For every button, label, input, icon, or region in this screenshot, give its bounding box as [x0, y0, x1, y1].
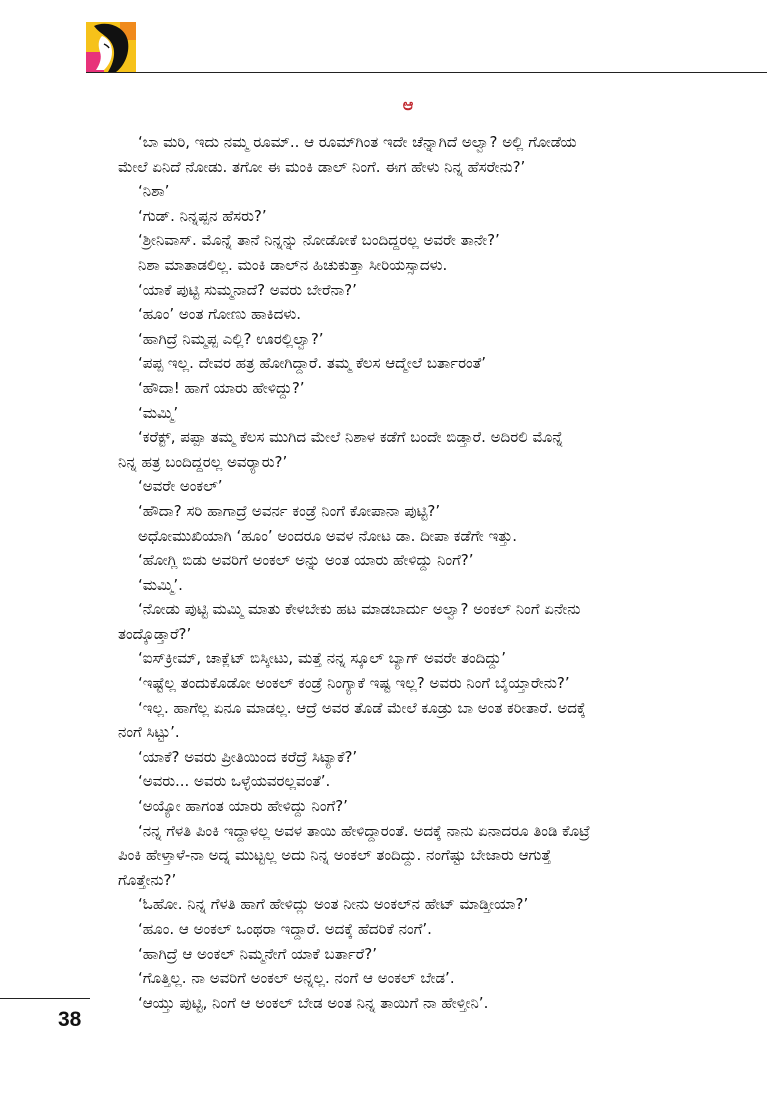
text-line: ‘ಗುಡ್. ನಿನ್ನಪ್ಪನ ಹೆಸರು?’	[138, 206, 267, 225]
section-ornament: ಆ	[402, 95, 414, 114]
paragraph	[118, 425, 690, 474]
text-line: ‘ಹಾಗಿದ್ರೆ ಆ ಅಂಕಲ್ ನಿಮ್ಮನೇಗೆ ಯಾಕೆ ಬರ್ತಾರೆ?’	[138, 944, 377, 963]
text-line: ‘ಕರೆಕ್ಟ್, ಪಪ್ಪಾ ತಮ್ಮ ಕೆಲಸ ಮುಗಿದ ಮೇಲೆ ನಿಶಾಳ ಕಡೆಗೆ ಬಂದೇ ಬಿಡ್ತಾರೆ. ಅದಿರಲಿ ಮೊನ್ನೆ	[138, 428, 564, 447]
text-line: ‘ಆಯ್ತು ಪುಟ್ಟಿ, ನಿಂಗೆ ಆ ಅಂಕಲ್ ಬೇಡ ಅಂತ ನಿನ್ನ ತಾಯಿಗೆ ನಾ ಹೇಳ್ತೀನಿ’.	[138, 993, 489, 1012]
text-line: ‘ಪಪ್ಪ ಇಲ್ಲ. ದೇವರ ಹತ್ರ ಹೋಗಿದ್ದಾರೆ. ತಮ್ಮ ಕೆಲಸ ಆದ್ಮೇಲೆ ಬರ್ತಾರಂತೆ’	[138, 354, 486, 373]
paragraph	[118, 696, 690, 745]
text-line: ‘ಅಯ್ಯೋ ಹಾಗಂತ ಯಾರು ಹೇಳಿದ್ದು ನಿಂಗೆ?’	[138, 797, 348, 816]
paragraph	[118, 401, 690, 426]
paragraph	[118, 646, 690, 671]
paragraph	[118, 819, 690, 893]
text-line: ‘ಶ್ರೀನಿವಾಸ್. ಮೊನ್ನೆ ತಾನೆ ನಿನ್ನನ್ನು ನೋಡೋಕೆ ಬಂದಿದ್ದರಲ್ಲ ಅವರೇ ತಾನೇ?’	[138, 231, 500, 250]
text-line: ‘ಓಹೋ. ನಿನ್ನ ಗೆಳತಿ ಹಾಗೆ ಹೇಳಿದ್ಲು ಅಂತ ನೀನು ಅಂಕಲ್‌ನ ಹೇಟ್ ಮಾಡ್ತೀಯಾ?’	[138, 895, 529, 914]
text-line: ‘ಹೂಂ. ಆ ಅಂಕಲ್ ಒಂಥರಾ ಇದ್ದಾರೆ. ಅದಕ್ಕೆ ಹೆದರಿಕೆ ನಂಗೆ’.	[138, 920, 432, 938]
text-line: ‘ಹೌದಾ? ಸರಿ ಹಾಗಾದ್ರೆ ಅವರ್ನ ಕಂಡ್ರೆ ನಿಂಗೆ ಕೋಪಾನಾ ಪುಟ್ಟಿ?’	[138, 501, 441, 520]
paragraph	[118, 597, 690, 646]
text-line: ನಿಶಾ ಮಾತಾಡಲಿಲ್ಲ. ಮಂಕಿ ಡಾಲ್‌ನ ಹಿಚುಕುತ್ತಾ ಸೀರಿಯಸ್ಸಾದಳು.	[138, 255, 448, 274]
paragraph	[118, 966, 690, 991]
paragraph	[118, 278, 690, 303]
text-line: ‘ಹಾಗಿದ್ರೆ ನಿಮ್ಮಪ್ಪ ಎಲ್ಲಿ? ಊರಲ್ಲಿಲ್ವಾ?’	[138, 329, 324, 348]
text-line: ‘ಗೊತ್ತಿಲ್ಲ. ನಾ ಅವರಿಗೆ ಅಂಕಲ್ ಅನ್ನಲ್ಲ. ನಂಗೆ ಆ ಅಂಕಲ್ ಬೇಡ’.	[138, 969, 455, 988]
paragraph	[118, 573, 690, 598]
text-line: ‘ಬಾ ಮರಿ, ಇದು ನಮ್ಮ ರೂಮ್.. ಆ ರೂಮ್‌ಗಿಂತ ಇದೇ ಚೆನ್ನಾಗಿದೆ ಅಲ್ವಾ? ಅಲ್ಲಿ ಗೋಡೆಯ	[138, 133, 577, 151]
text-line: ‘ಅವರು... ಅವರು ಒಳ್ಳೆಯವರಲ್ಲವಂತೆ’.	[138, 772, 331, 791]
text-line: ಮೇಲೆ ಏನಿದೆ ನೋಡು. ತಗೋ ಈ ಮಂಕಿ ಡಾಲ್ ನಿಂಗೆ. ಈಗ ಹೇಳು ನಿನ್ನ ಹೆಸರೇನು?’	[118, 157, 526, 176]
paragraph	[118, 991, 690, 1016]
text-line: ‘ಮಮ್ಮಿ’	[138, 403, 179, 422]
woman-portrait-logo-icon	[86, 22, 136, 72]
page-number: 38	[58, 1008, 82, 1031]
text-line: ‘ಇಲ್ಲ. ಹಾಗೆಲ್ಲ ಏನೂ ಮಾಡಲ್ಲ. ಆದ್ರೆ ಅವರ ತೊಡೆ ಮೇಲೆ ಕೂಡ್ರು ಬಾ ಅಂತ ಕರೀತಾರೆ. ಅದಕ್ಕೆ	[138, 698, 586, 717]
paragraph	[118, 917, 690, 942]
paragraph	[118, 942, 690, 967]
paragraph	[118, 524, 690, 549]
paragraph	[118, 794, 690, 819]
text-line: ‘ನೋಡು ಪುಟ್ಟಿ ಮಮ್ಮಿ ಮಾತು ಕೇಳಬೇಕು ಹಟ ಮಾಡಬಾರ್ದು ಅಲ್ವಾ? ಅಂಕಲ್ ನಿಂಗೆ ಏನೇನು	[138, 600, 581, 619]
text-line: ‘ನನ್ನ ಗೆಳತಿ ಪಿಂಕಿ ಇದ್ದಾಳಲ್ಲ ಅವಳ ತಾಯಿ ಹೇಳಿದ್ದಾರಂತೆ. ಅದಕ್ಕೆ ನಾನು ಏನಾದರೂ ತಿಂಡಿ ಕೊಟ್ರೆ	[138, 821, 591, 840]
text-line: ಪಿಂಕಿ ಹೇಳ್ತಾಳೆ-ನಾ ಅದ್ನ ಮುಟ್ಟಲ್ಲ ಅದು ನಿನ್ನ ಅಂಕಲ್ ತಂದಿದ್ದು. ನಂಗೆಷ್ಟು ಬೇಜಾರು ಆಗುತ್ತೆ	[118, 846, 552, 865]
paragraph	[118, 130, 690, 179]
text-line: ನಿನ್ನ ಹತ್ರ ಬಂದಿದ್ದರಲ್ಲ ಅವರ್‍ಯಾರು?’	[118, 452, 288, 471]
text-line: ‘ಹೌದಾ! ಹಾಗೆ ಯಾರು ಹೇಳಿದ್ದು?’	[138, 378, 305, 397]
paragraph	[118, 204, 690, 229]
text-line: ನಂಗೆ ಸಿಟ್ಟು’.	[118, 723, 180, 742]
text-line: ‘ಯಾಕೆ? ಅವರು ಪ್ರೀತಿಯಿಂದ ಕರೆದ್ರೆ ಸಿಟ್ಯಾಕೆ?’	[138, 747, 358, 766]
text-line: ಗೊತ್ತೇನು?’	[118, 870, 177, 889]
text-line: ‘ಯಾಕೆ ಪುಟ್ಟಿ ಸುಮ್ಮನಾದೆ? ಅವರು ಬೇರೆನಾ?’	[138, 280, 357, 299]
text-line: ‘ಹೂಂ’ ಅಂತ ಗೋಣು ಹಾಕಿದಳು.	[138, 305, 302, 324]
paragraph	[118, 179, 690, 204]
text-line: ‘ಐಸ್‌ಕ್ರೀಮ್, ಚಾಕ್ಲೆಟ್ ಬಿಸ್ಕೀಟು, ಮತ್ತೆ ನನ್ನ ಸ್ಕೂಲ್ ಬ್ಯಾಗ್ ಅವರೇ ತಂದಿದ್ದು’	[138, 649, 506, 668]
story-text	[118, 130, 690, 1015]
text-line: ‘ಹೋಗ್ಲಿ ಬಿಡು ಅವರಿಗೆ ಅಂಕಲ್ ಅನ್ನು ಅಂತ ಯಾರು ಹೇಳಿದ್ದು ನಿಂಗೆ?’	[138, 551, 474, 570]
paragraph	[118, 376, 690, 401]
text-line: ‘ನಿಶಾ’	[138, 182, 170, 201]
paragraph	[118, 351, 690, 376]
text-line: ಅಧೋಮುಖಿಯಾಗಿ ‘ಹೂಂ’ ಅಂದರೂ ಅವಳ ನೋಟ ಡಾ. ದೀಪಾ ಕಡೆಗೇ ಇತ್ತು.	[138, 526, 518, 545]
paragraph	[118, 253, 690, 278]
paragraph	[118, 769, 690, 794]
text-line: ತಂದ್ಕೊಡ್ತಾರೆ?’	[118, 624, 192, 643]
paragraph	[118, 892, 690, 917]
paragraph	[118, 302, 690, 327]
text-line: ‘ಅವರೇ ಅಂಕಲ್’	[138, 477, 223, 496]
text-line: ‘ಇಷ್ಟೆಲ್ಲ ತಂದುಕೊಡೋ ಅಂಕಲ್ ಕಂಡ್ರೆ ನಿಂಗ್ಯಾಕೆ ಇಷ್ಟ ಇಲ್ಲ? ಅವರು ನಿಂಗೆ ಬೈಯ್ತಾರೇನು?’	[138, 674, 570, 693]
paragraph	[118, 548, 690, 573]
paragraph	[118, 745, 690, 770]
paragraph	[118, 474, 690, 499]
paragraph	[118, 499, 690, 524]
paragraph	[118, 228, 690, 253]
paragraph	[118, 327, 690, 352]
footer-rule	[0, 998, 90, 999]
text-line: ‘ಮಮ್ಮಿ’.	[138, 575, 183, 594]
header-rule	[86, 72, 767, 73]
paragraph	[118, 671, 690, 696]
